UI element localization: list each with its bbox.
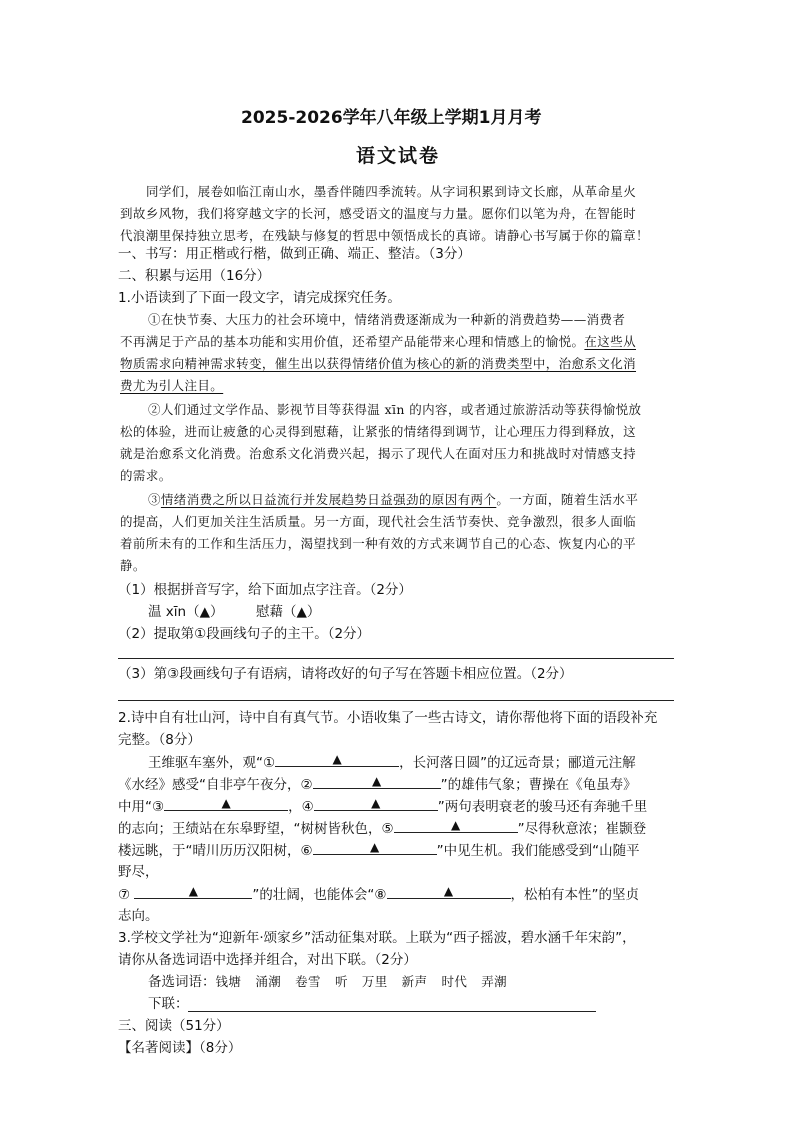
underlined-sentence-1-start: 在这些从: [584, 334, 637, 349]
q2-line-3: [118, 796, 647, 817]
blank-1[interactable]: [275, 752, 399, 767]
intro-line-3: 代浪潮里保持独立思考，在残缺与修复的哲思中领悟成长的真谛。请静心书写属于你的篇章！: [120, 228, 649, 243]
question-3-stem-2: 请你从备选词语中选择并组合，对出下联。（2分）: [118, 952, 417, 968]
q2-text-5b: ”中见生机。我们能感受到“山随平: [436, 843, 640, 859]
q3-option: 时代: [441, 974, 468, 989]
q2-line-2: [118, 774, 637, 795]
blank-5[interactable]: [394, 818, 518, 833]
q3-options: [148, 972, 507, 992]
sub-question-3: （3）第③段画线句子有语病，请将改好的句子写在答题卡相应位置。（2分）: [118, 666, 573, 682]
q2-text-4a: 的志向；王绩站在东皋野望，“树树皆秋色，⑤: [118, 821, 394, 837]
sub-question-1: （1）根据拼音写字，给下面加点字注音。（2分）: [118, 582, 412, 598]
q3-options-label: 备选词语：: [148, 974, 216, 990]
passage-p3-marker: ③: [148, 492, 161, 507]
q2-line-5: [118, 840, 640, 861]
blank-6-marker: ▲: [369, 840, 380, 854]
blank-8-marker: ▲: [443, 884, 454, 898]
passage-p2-line-4: 的需求。: [120, 468, 172, 483]
q3-option: 卷雪: [295, 974, 321, 989]
q2-text-3a: 中用“③: [118, 799, 165, 815]
blank-4[interactable]: [314, 796, 438, 811]
passage-p2-line-1: ②人们通过文学作品、影视节目等获得温 xīn 的内容，或者通过旅游活动等获得愉悦放: [148, 402, 642, 417]
blank-6[interactable]: [313, 840, 437, 855]
section-1-heading: 一、书写：用正楷或行楷，做到正确、端正、整洁。（3分）: [118, 246, 471, 262]
question-1-stem: 1.小语读到了下面一段文字，请完成探究任务。: [118, 290, 401, 306]
intro-line-2: 到故乡风物，我们将穿越文字的长河，感受语文的温度与力量。愿你们以笔为舟，在智能时: [120, 206, 637, 221]
q2-text-3c: ”两句表明衰老的骏马还有奔驰千里: [437, 799, 648, 815]
blank-2[interactable]: [313, 774, 441, 789]
q3-answer-line[interactable]: [188, 1011, 596, 1012]
q2-text-7c: ，松柏有本性”的坚贞: [510, 887, 639, 903]
passage-p1-line-2-text: 不再满足于产品的基本功能和实用价值，还希望产品能带来心理和情感上的愉悦。: [120, 334, 585, 349]
section-3-heading: 三、阅读（51分）: [118, 1018, 230, 1034]
q3-option: 涌潮: [255, 974, 282, 989]
q2-text-7b: ”的壮阔，也能体会“⑧: [252, 887, 387, 903]
blank-3[interactable]: [164, 796, 288, 811]
question-2-stem-2: 完整。（8分）: [118, 732, 201, 748]
passage-p1-line-2: [120, 332, 636, 352]
q2-line-1: [148, 752, 636, 773]
q2-text-4b: ”尽得秋意浓；崔颢登: [517, 821, 647, 837]
blank-7-marker: ▲: [188, 884, 199, 898]
exam-subtitle: 语文试卷: [356, 145, 441, 167]
q2-text-7a: ⑦: [118, 887, 135, 903]
section-2-heading: 二、积累与运用（16分）: [118, 268, 271, 284]
q3-option: 新声: [401, 974, 428, 989]
q2-line-6: 野尽，: [118, 864, 159, 880]
q2-line-4: [118, 818, 646, 839]
passage-p3-line-4: 静。: [120, 558, 146, 573]
underlined-sentence-3: 情绪消费之所以日益流行并发展趋势日益强劲的原因有两个: [160, 492, 497, 507]
underlined-sentence-1-end: 费尤为引人注目。: [120, 378, 224, 393]
sub-question-1-item-b: 慰藉（▲）: [256, 604, 321, 620]
passage-p2-line-2: 松的体验，进而让疲惫的心灵得到慰藉，让紧张的情绪得到调节，让心理压力得到释放，这: [120, 424, 637, 439]
q3-option: 听: [334, 974, 348, 989]
q3-option: 万里: [361, 974, 388, 989]
answer-line-sub-2[interactable]: [118, 658, 674, 659]
intro-line-1: 同学们，展卷如临江南山水，墨香伴随四季流转。从字词积累到诗文长廊，从革命星火: [146, 184, 637, 199]
passage-p3-line-1-tail: 。一方面，随着生活水平: [496, 492, 639, 507]
passage-p3-line-2: 的提高，人们更加关注生活质量。另一方面，现代社会生活节奏快、竞争激烈，很多人面临: [120, 514, 637, 529]
answer-line-sub-3[interactable]: [118, 700, 674, 701]
passage-p1-line-1: ①在快节奏、大压力的社会环境中，情绪消费逐渐成为一种新的消费趋势——消费者: [148, 312, 626, 327]
section-3-subheading: 【名著阅读】（8分）: [118, 1040, 242, 1056]
q2-text-1b: ，长河落日圆”的辽远奇景；郦道元注解: [399, 755, 636, 771]
q2-line-8: 志向。: [118, 908, 159, 924]
passage-p2-line-3: 就是治愈系文化消费。治愈系文化消费兴起，揭示了现代人在面对压力和挑战时对情感支持: [120, 446, 637, 461]
underlined-sentence-1-cont: 物质需求向精神需求转变，催生出以获得情绪价值为核心的新的消费类型中，治愈系文化消: [120, 356, 637, 371]
blank-3-marker: ▲: [221, 796, 231, 810]
question-3-stem-1: 3.学校文学社为“迎新年·颂家乡”活动征集对联。上联为“西子摇波，碧水涵千年宋韵”，: [118, 930, 636, 946]
q2-text-2a: 《水经》感受“自非亭午夜分，②: [118, 777, 313, 793]
q2-text-1a: 王维驱车塞外，观“①: [148, 755, 276, 771]
passage-p3-line-1: [148, 490, 638, 510]
q3-option: 弄潮: [481, 974, 508, 989]
blank-7[interactable]: [134, 884, 252, 899]
sub-question-2: （2）提取第①段画线句子的主干。（2分）: [118, 626, 371, 642]
blank-1-marker: ▲: [332, 752, 342, 766]
q2-text-3b: ，④: [288, 799, 314, 815]
blank-8[interactable]: [387, 884, 511, 899]
q2-line-7: [118, 884, 639, 905]
exam-title: 2025-2026学年八年级上学期1月月考: [241, 108, 542, 128]
q2-text-5a: 楼远眺，于“晴川历历汉阳树，⑥: [118, 843, 313, 859]
q3-answer-label: 下联：: [148, 996, 189, 1012]
blank-4-marker: ▲: [371, 796, 381, 810]
blank-5-marker: ▲: [450, 818, 461, 832]
blank-2-marker: ▲: [371, 774, 382, 788]
sub-question-1-item-a: 温 xīn（▲）: [148, 604, 224, 620]
q3-option: 钱塘: [215, 974, 242, 989]
passage-p3-line-3: 着前所未有的工作和生活压力，渴望找到一种有效的方式来调节自己的心态、恢复内心的平: [120, 536, 637, 551]
q2-text-2b: ”的雄伟气象；曹操在《龟虽寿》: [440, 777, 637, 793]
question-2-stem-1: 2.诗中自有壮山河，诗中自有真气节。小语收集了一些古诗文，请你帮他将下面的语段补充: [118, 710, 658, 726]
